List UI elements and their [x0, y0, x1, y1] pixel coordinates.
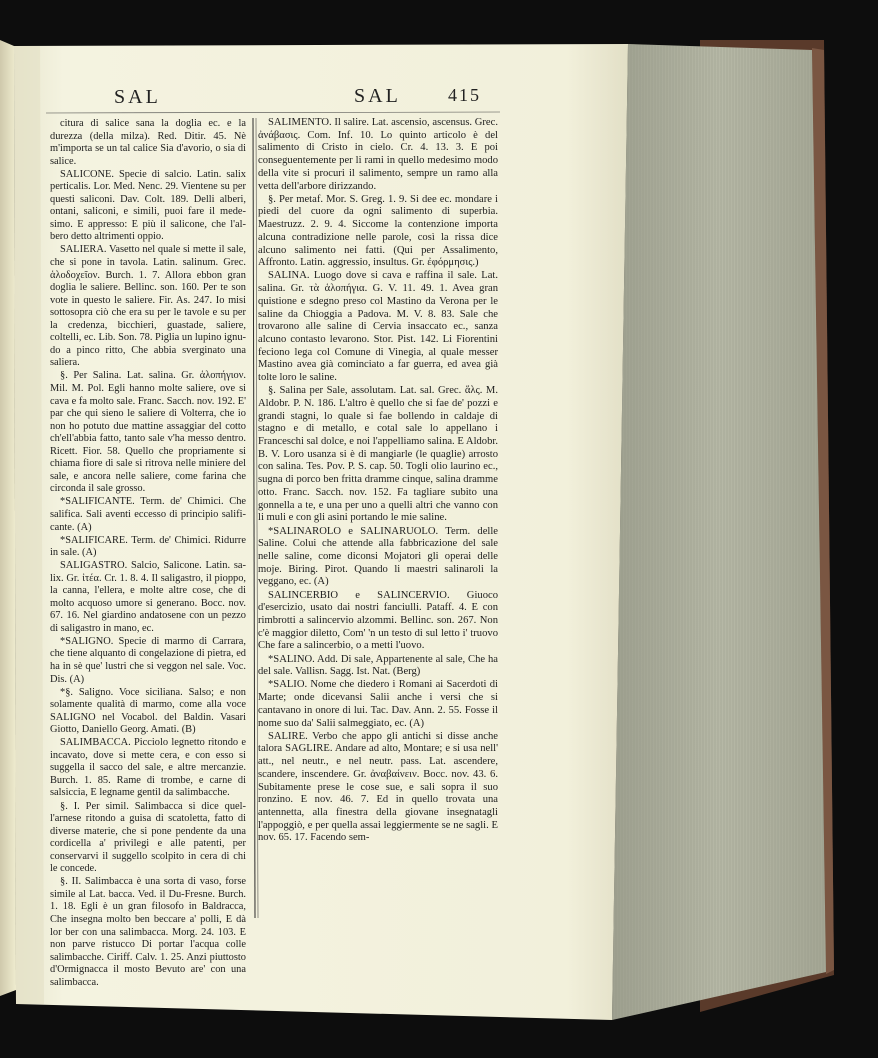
- entry-paragraph: *SALIO. Nome che diedero i Romani ai Sacerdoti di Marte; onde dicevansi Salii anche i versi che si cantavano in onore di lui. Tac. Dav. Ann. 2. 55. Fosse il nome suo da' Salii salmeggiato, ec. (A): [258, 679, 498, 729]
- entry-paragraph: *SALINAROLO e SALINARUOLO. Term. delle Saline. Colui che attende alla fabbricazione del sale nelle saline, come diconsi Mojatori gli operai delle moje. Biring. Pirot. Quando li maestri salinaroli la veggano, ec. (A): [258, 525, 498, 588]
- entry-paragraph: SALINCERBIO e SALINCERVIO. Giuoco d'esercizio, usato dai nostri fanciulli. Pataff. 4. E con rimbrotti a salincervio alzommi. Bellinc. son. 267. Non c'è maggior diletto, Com' 'n un testo di sul letto i' truovo Che fare a salincerbio, o a metti l'uovo.: [258, 589, 498, 652]
- right-running-head: SAL: [354, 85, 401, 107]
- entry-paragraph: *SALINO. Add. Di sale, Appartenente al sale, Che ha del sale. Vallisn. Sagg. Ist. Nat. (Berg): [258, 653, 498, 678]
- entry-paragraph: SALIGASTRO. Salcio, Salicone. Latin. salix. Gr. ἰτέα. Cr. 1. 8. 4. Il saligastro, il pioppo, la canna, l'ellera, e molte altre cose, che di molto acquoso umore si generano. Bocc. nov. 67. 16. Nel giardino andatosene con un pezzo di saligastro in mano, ec.: [50, 560, 246, 634]
- entry-paragraph: *§. Saligno. Voce siciliana. Salso; e non solamente qualità di marmo, come alla voce SALIGNO nel Vocabol. del Baldin. Vasari Giotto, Daniello Georg. Amati. (B): [50, 686, 246, 736]
- left-column: [50, 118, 246, 988]
- entry-paragraph: SALIRE. Verbo che appo gli antichi si disse anche talora SAGLIRE. Andare ad alto, Montare; e si usa nell' att., nel neutr., e nel neutr. pass. Lat. ascendere, scandere, inscendere. Gr. ἀναβαίνειν. Bocc. nov. 43. 6. Subitamente prese le cose sue, e sali sopra il suo ronzino. E nov. 46. 7. Ed in quello trovata una antennetta, alla finestra della giovane insegnatagli l'appoggiò, e per quella assai leggiermente se ne sagli. E nov. 65. 17. Facendo sem-: [258, 730, 498, 844]
- entry-paragraph: *SALIFICARE. Term. de' Chimici. Ridurre in sale. (A): [50, 534, 246, 559]
- entry-paragraph: SALICONE. Specie di salcio. Latin. salix perticalis. Lor. Med. Nenc. 29. Vientene su per questi saliconi. Dav. Colt. 189. Delli alberi, ontani, saliconi, e simili, puoi fare il medesimo. E appresso: E più il salicone, che l'albero detto altrimenti oppio.: [50, 168, 246, 243]
- entry-paragraph: *SALIFICANTE. Term. de' Chimici. Che salifica. Sali aventi eccesso di principio salificante. (A): [50, 496, 246, 533]
- entry-paragraph: §. Per metaf. Mor. S. Greg. 1. 9. Si dee ec. mondare i piedi del cuore da ogni salimento di superbia. Maestruzz. 2. 9. 4. Siccome la contenzione importa alcuna contradizione nelle parole, così la rissa dice alcuno salimento nei fatti. (Qui per Assalimento, Affronto. Latin. aggressio, insultus. Gr. ἐφόρμησις.): [258, 193, 498, 269]
- entry-paragraph: §. I. Per simil. Salimbacca si dice quell'arnese ritondo a guisa di scatoletta, fatto di diverse materie, che si pone pendente da una cordicella a' privilegi e alle patenti, per conservarvi il suggello scolpito in cera di chi le concede.: [50, 800, 246, 875]
- right-column: [258, 117, 498, 923]
- entry-paragraph: SALIMBACCA. Picciolo legnetto ritondo e incavato, dove si mette cera, e con esso si suggella il sacco del sale, e altre mercanzie. Burch. 1. 85. Rame di trombe, e carne di salsiccia, E legname gentil da salimbacche.: [50, 737, 246, 799]
- entry-paragraph: §. Per Salina. Lat. salina. Gr. ἁλοπήγιον. Mil. M. Pol. Egli hanno molte saliere, ove si cava e fa molto sale. Franc. Sacch. nov. 192. E' par che qui sieno le saliere di Volterra, che io non ho potuto due mattine assaggiar del cotto ch'ell'abbia fatto, tanto sale v'ha messo dentro. Ricett. Fior. 58. Quello che propriamente si chiama fiore di sale si ritrova nelle miniere del sale, e ancora nelle saliere, come farina che circonda il sale grosso.: [50, 370, 246, 495]
- entry-paragraph: SALINA. Luogo dove si cava e raffina il sale. Lat. salina. Gr. τὰ ἁλοπήγια. G. V. 11. 49. 1. Avea gran quistione e sdegno preso col Mastino da Verona per le saline da Chioggia a Padova. M. V. 8. 83. Sale che trovarono alle saline di Cervia insaccato ec., sanza alcuno contasto levarono. Stor. Pist. 142. Li Fiorentini feciono lega col Comune di Vinegia, al quale messer Mastino avea già cominciato a far guerra, ed avea già tolte loro le saline.: [258, 270, 498, 384]
- entry-paragraph: SALIERA. Vasetto nel quale si mette il sale, che si pone in tavola. Latin. salinum. Grec. ἁλοδοχεῖον. Burch. 1. 7. Allora ebbon gran doglia le saliere. Bellinc. son. 160. Per te son vote in questo le saliere. Fir. As. 247. Io misi sottosopra ciò che era su per le tavole e su per la credenza, bicchieri, guastade, saliere, coltelli, ec. Lib. Son. 78. Piglia un lupino ignudo a pinco ritto, Che abbia sverginato una saliera.: [50, 244, 246, 369]
- page-number: 415: [448, 85, 481, 105]
- left-running-head: SAL: [114, 86, 161, 108]
- entry-paragraph: citura di salice sana la doglia ec. e la durezza (della milza). Red. Ditir. 45. Nè m'importa se un tal calice Sia d'avorio, o sia di salice.: [50, 118, 246, 167]
- entry-paragraph: SALIMENTO. Il salire. Lat. ascensio, ascensus. Grec. ἀνάβασις. Com. Inf. 10. Lo quinto articolo è del salimento di Cristo in cielo. Cr. 4. 13. 3. E poi conseguentemente per li rami in quello medesimo modo della vite si procuri il salimento, sempre un ramo alla vetta dell'arbore dirizzando.: [258, 117, 498, 192]
- entry-paragraph: §. Salina per Sale, assolutam. Lat. sal. Grec. ἅλς. M. Aldobr. P. N. 186. L'altro è quello che si fae de' pozzi e grandi stagni, lo quale si fae bollendo in caldaje di stagno e di metallo, e cotal sale lo appellano i Franceschi sal dolce, e noi l'appelliamo salina. E Aldobr. B. V. Loro usanza si è di mangiarle (le quaglie) arrosto con salina. Tes. Pov. P. S. cap. 50. Togli olio laurino ec., sugna di porco ben fritta dramme cinque, salina dramme otto. Franc. Sacch. nov. 152. Fa tagliare subito una gonnella a te, e una per uno a quelli altri che vanno con li muli e con gli asini portando le mie saline.: [258, 385, 498, 524]
- entry-paragraph: *SALIGNO. Specie di marmo di Carrara, che tiene alquanto di congelazione di pietra, ed ha in sè que' lustri che si veggon nel sale. Voc. Dis. (A): [50, 635, 246, 685]
- entry-paragraph: §. II. Salimbacca è una sorta di vaso, forse simile al Lat. bacca. Ved. il Du-Fresne. Burch. 1. 18. Egli è un gran filosofo in Baldracca, Che insegna molto ben beccare a' polli, E dà lor ber con una salimbacca. Morg. 24. 103. E non parve ristucco Di portar l'acqua colle salimbacche. Ciriff. Calv. 1. 25. Anzi piuttosto d'Ormignacca il mosto Bevuto are' con una salimbacca.: [50, 876, 246, 988]
